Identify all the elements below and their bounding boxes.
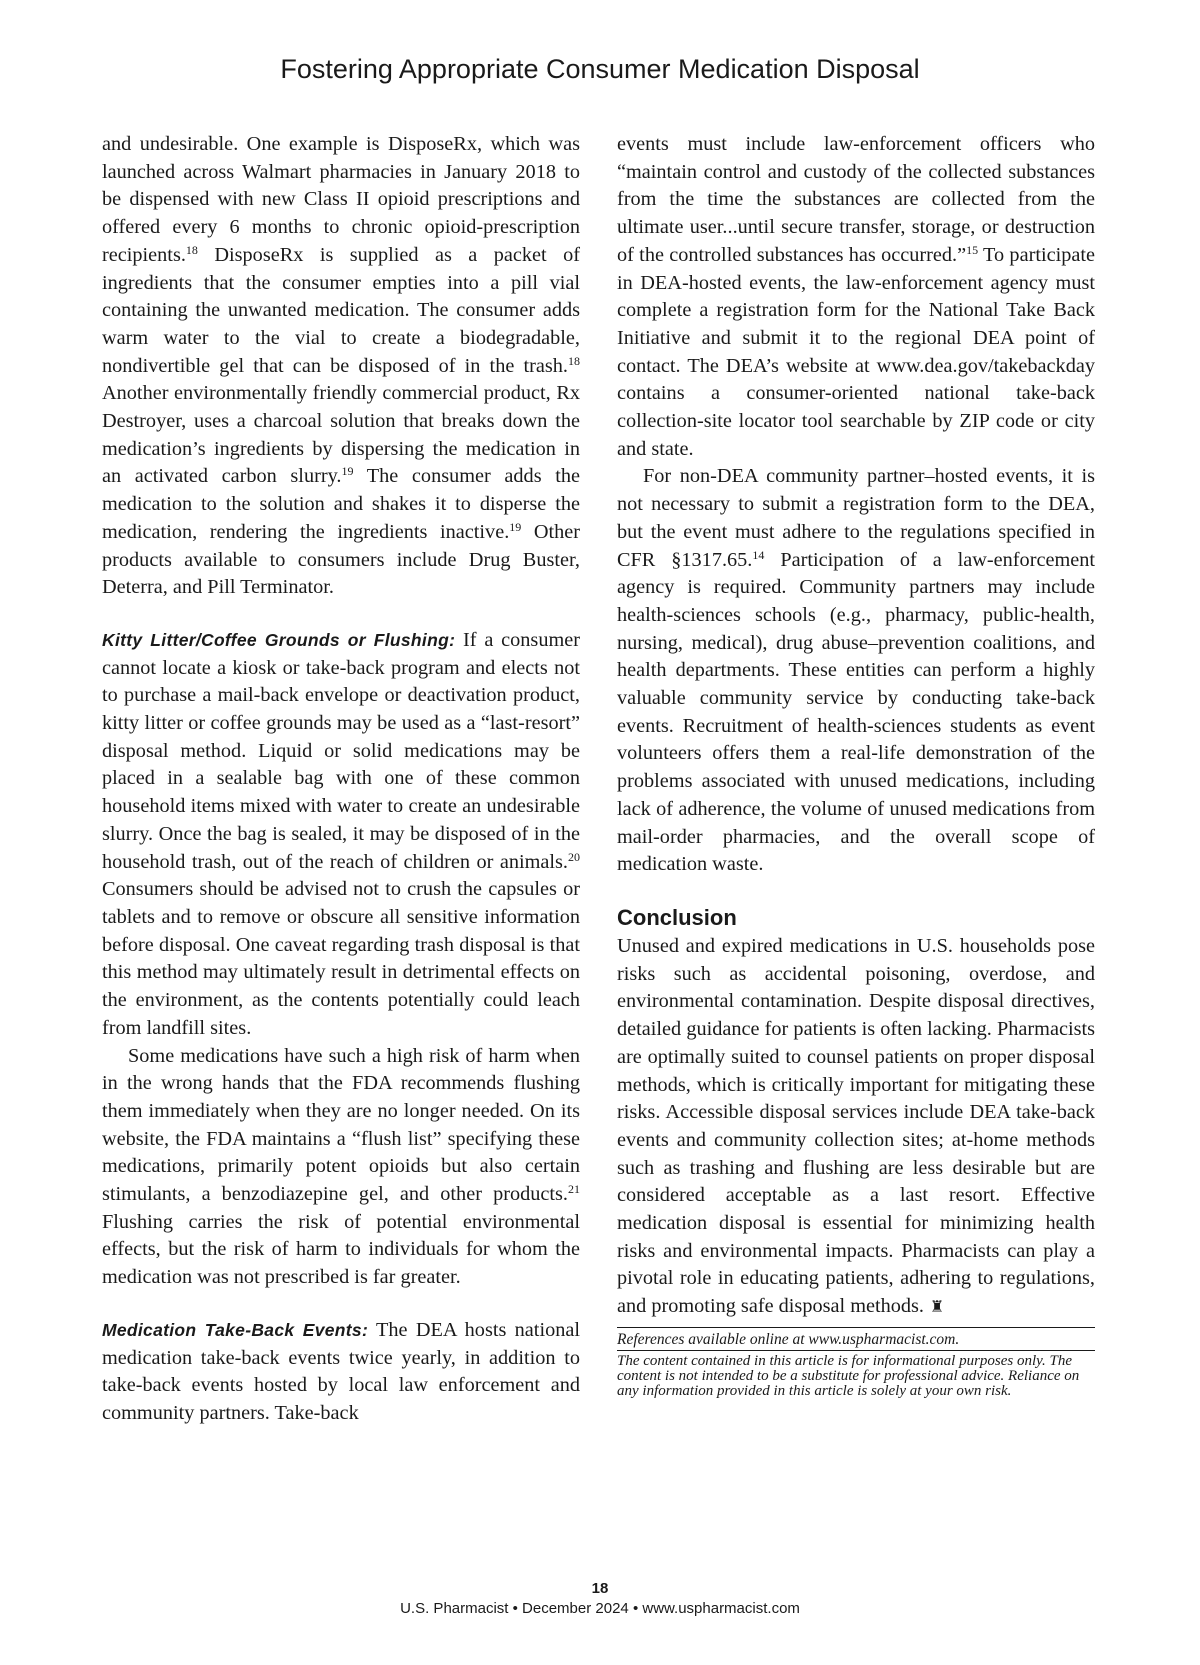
runin-heading-take-back: Medication Take-Back Events: xyxy=(102,1319,369,1340)
section-heading-conclusion: Conclusion xyxy=(617,904,737,930)
running-header-title: Fostering Appropriate Consumer Medication Disposal xyxy=(280,54,920,84)
citation-ref: 18 xyxy=(185,242,198,257)
footer-publication-line: U.S. Pharmacist • December 2024 • www.uspharmacist.com xyxy=(400,1600,800,1617)
paragraph-community-partners: For non-DEA community partner–hosted events, it is not necessary to submit a registration form to the DEA, but the event must adhere to the regulations specified in CFR §1317.65.14 Participation of a law-enforcement agency is required. Community partners may include health-sciences schools (e.g., pharmacy, public-health, nursing, medical), drug abuse–prevention coalitions, and health departments. These entities can perform a highly valuable community service by conducting take-back events. Recruitment of health-sciences students as event volunteers offers them a real-life demonstration of the problems associated with unused medications, including lack of adherence, the volume of unused medications from mail-order pharmacies, and the overall scope of medication waste. xyxy=(617,465,1095,876)
paragraph-disposerx: and undesirable. One example is DisposeRx, which was launched across Walmart pharmacies in January 2018 to be dispensed with new Class II opioid prescriptions and offered every 6 months to chronic opioid-prescription recipients.$^{18}$ DisposeRx is supplied as a packet of ingredients that the consumer empties into a pill vial containing the unwanted medication. The consumer adds warm water to the vial to create a biodegradable, nondivertible gel that can be disposed of in the trash.$^{18}$ Another environmentally friendly commercial product, Rx Destroyer, uses a charcoal solution that breaks down the medication’s ingredients by dispersing the medication in an activated carbon slurry.$^{19}$ The consumer adds the medication to the solution and shakes it to disperse the medication, rendering the ingredients inactive.$^{19}$ Other products available to consumers include Drug Buster, Deterra, and Pill Terminator. xyxy=(102,133,581,599)
paragraph-take-back-events: Medication Take-Back Events: The DEA hosts national medication take-back events twice yearly, in addition to take-back events hosted by local law enforcement and community partners. Take-back xyxy=(102,1318,580,1424)
references-note: References available online at www.uspharmacist.com. xyxy=(617,1330,960,1348)
left-column xyxy=(102,131,580,1428)
citation-ref: 15 xyxy=(966,242,979,257)
citation-ref: 19 xyxy=(341,464,354,479)
citation-ref: 21 xyxy=(568,1182,580,1197)
disclaimer: The content contained in this article is for informational purposes only. The content is not intended to be a substitute for professional advice. Reliance on any information provided in this article is solely at your own risk. xyxy=(617,1352,1080,1399)
citation-ref: 18 xyxy=(568,353,580,368)
citation-ref: 20 xyxy=(568,849,580,864)
divider xyxy=(617,1327,1095,1328)
paragraph-law-enforcement: events must include law-enforcement officers who “maintain control and custody of the collected substances from the time the substances are collected from the ultimate user...until secure transfer, storage, or destruction of the controlled substances has occurred.”$^{15}$ To participate in DEA-hosted events, the law-enforcement agency must complete a registration form for the National Take Back Initiative and submit it to the regional DEA point of contact. The DEA’s website at www.dea.gov/takebackday contains a consumer-oriented national take-back collection-site locator tool searchable by ZIP code or city and state. xyxy=(617,133,1096,460)
citation-ref: 14 xyxy=(752,547,765,562)
right-column xyxy=(617,131,1095,1399)
runin-heading-kitty-litter: Kitty Litter/Coffee Grounds or Flushing: xyxy=(102,629,456,650)
page-number: 18 xyxy=(591,1580,609,1597)
end-of-article-icon: ♜ xyxy=(930,1297,945,1317)
paragraph-flush-list: Some medications have such a high risk of harm when in the wrong hands that the FDA recommends flushing them immediately when they are no longer needed. On its website, the FDA maintains a “flush list” specifying these medications, primarily potent opioids but also certain stimulants, a benzodiazepine gel, and other products.$^{21}$ Flushing carries the risk of potential environmental effects, but the risk of harm to individuals for whom the medication was not prescribed is far greater. xyxy=(102,1044,580,1289)
paragraph-kitty-litter: Kitty Litter/Coffee Grounds or Flushing: If a consumer cannot locate a kiosk or take-back program and elects not to purchase a mail-back envelope or deactivation product, kitty litter or coffee grounds may be used as a “last-resort” disposal method. Liquid or solid medications may be placed in a sealable bag with one of these common household items mixed with water to create an undesirable slurry. Once the bag is sealed, it may be disposed of in the household trash, out of the reach of children or animals.$^{20}$ Consumers should be advised not to crush the capsules or tablets and to remove or obscure all sensitive information before disposal. One caveat regarding trash disposal is that this method may ultimately result in detrimental effects on the environment, as the contents potentially could leach from landfill sites. xyxy=(102,628,580,1039)
divider xyxy=(617,1350,1095,1351)
citation-ref: 19 xyxy=(509,519,522,534)
paragraph-conclusion: Unused and expired medications in U.S. households pose risks such as accidental poisoning, overdose, and environmental contamination. Despite disposal directives, detailed guidance for patients is often lacking. Pharmacists are optimally suited to counsel patients on proper disposal methods, which is critically important for mitigating these risks. Accessible disposal services include DEA take-back events and community collection sites; at-home methods such as trashing and flushing are less desirable but are considered acceptable as a last resort. Effective medication disposal is essential for minimizing health risks and environmental impacts. Pharmacists can play a pivotal role in educating patients, adhering to regulations, and promoting safe disposal methods. ♜ xyxy=(617,934,1095,1318)
